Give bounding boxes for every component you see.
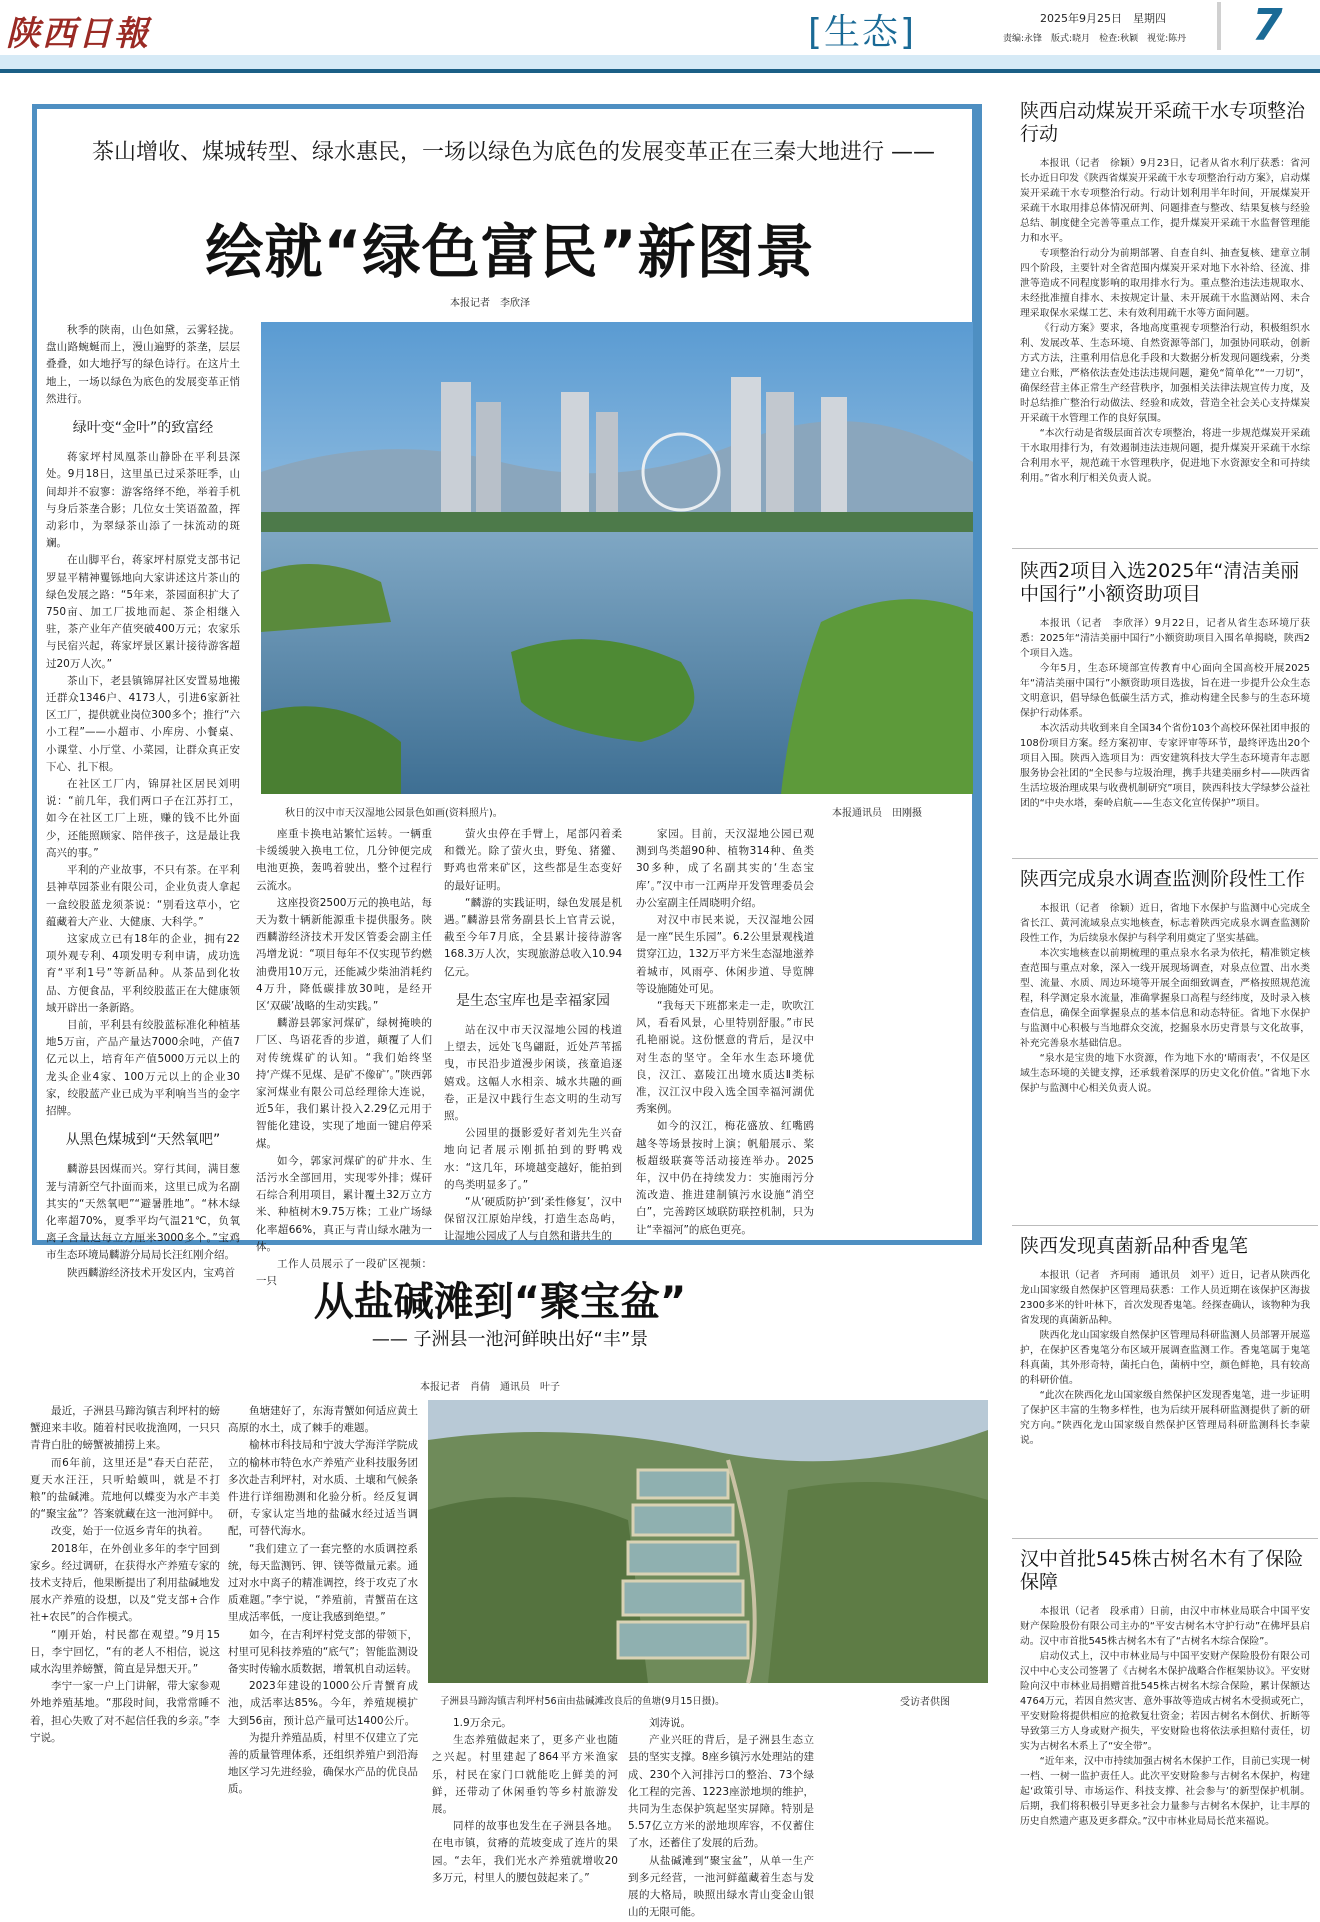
paragraph: “从‘硬质防护’到‘柔性修复’，汉中保留汉江原始岸线，打造生态岛屿，让湿地公园成了人与自然和谐共生的	[444, 1196, 622, 1243]
lead-column-3	[444, 826, 622, 1243]
brief-divider	[1012, 1538, 1318, 1539]
header-rule	[0, 69, 1320, 73]
paragraph: 产业兴旺的背后，是子洲县生态立县的坚实支撑。8座乡镇污水处理站的建成、230个入河排污口的整治、73个绿化工程的完善、1223座淤地坝的维护，共同为生态保护筑起坚实屏障。特别是5.57亿立方米的淤地坝库容，不仅蓄住了水，还蓄住了发展的后劲。	[628, 1734, 814, 1850]
paragraph: 本次实地核查以前期梳理的重点泉水名录为依托，精准锁定核查范围与重点对象，深入一线开展现场调查，对泉点位置、出水类型、流量、水质、周边环境等开展全面细致调查，严格按照规范流程，科学测定泉水流量，准确掌握泉口高程与经纬度，及时录入核查信息，确保全面掌握泉点的基本信息和动态特征。省地下水保护与监测中心积极与当地群众交流，挖掘泉水历史背景与文化故事，补充完善泉水基础信息。	[1020, 948, 1310, 1049]
brief-body	[1020, 1268, 1310, 1528]
paragraph: 本报讯（记者 段承甫）日前，由汉中市林业局联合中国平安财产保险股份有限公司主办的“平安古树名木守护行动”在佛坪县启动。汉中市首批545株古树名木有了“古树名木综合保险”。	[1020, 1606, 1310, 1647]
paragraph: “刚开始，村民都在观望。”9月15日，李宁回忆，“有的老人不相信，说这咸水沟里养螃蟹，简直是异想天开。”	[30, 1628, 220, 1676]
lead-kicker: 茶山增收、煤城转型、绿水惠民，一场以绿色为底色的发展变革正在三秦大地进行 ——	[92, 140, 935, 165]
brief-title: 陕西发现真菌新品种香鬼笔	[1020, 1235, 1249, 1257]
brief-body	[1020, 1604, 1310, 1922]
paragraph: 为提升养殖品质，村里不仅建立了完善的质量管理体系，还组织养殖户到沿海地区学习先进经验，确保水产品的优良品质。	[228, 1731, 418, 1796]
lead-photo-caption: 秋日的汉中市天汉湿地公园景色如画(资料照片)。	[285, 808, 503, 819]
paragraph: 陕西化龙山国家级自然保护区管理局科研监测人员部署开展巡护，在保护区香鬼笔分布区域开展调查监测工作。香鬼笔属于鬼笔科真菌，其外形奇特，菌托白色，菌柄中空，颜色鲜艳，具有较高的科研价值。	[1020, 1330, 1310, 1386]
paragraph: 刘涛说。	[649, 1717, 691, 1729]
brief-title: 陕西2项目入选2025年“清洁美丽中国行”小额资助项目	[1020, 560, 1300, 605]
paragraph: 最近，子洲县马蹄沟镇吉利坪村的螃蟹迎来丰收。随着村民收拢渔网，一只只青背白肚的螃蟹被捕捞上来。	[30, 1405, 220, 1452]
paragraph: 如今，郭家河煤矿的矿井水、生活污水全部回用，实现零外排；煤矸石综合利用项目，累计覆土32万立方米、种植树木9.75万株；工业广场绿化率超66%，真正与青山绿水融为一体。	[256, 1154, 432, 1253]
paragraph: 榆林市科技局和宁波大学海洋学院成立的榆林市特色水产养殖产业科技服务团多次赴吉利坪村，对水质、土壤和气候条件进行详细勘测和化验分析。经反复调研，专家认定当地的盐碱水经过适当调配，可替代海水。	[228, 1439, 418, 1538]
paragraph: 目前，平利县有绞股蓝标准化种植基地5万亩，产品产量达7000余吨，产值7亿元以上，培育年产值5000万元以上的龙头企业4家、100万元以上的企业30家，绞股蓝产业已成为平利响当当的金字招牌。	[46, 1018, 240, 1117]
second-column-2	[228, 1403, 418, 1917]
paragraph: 《行动方案》要求，各地高度重视专项整治行动，积极组织水利、发展改革、生态环境、自然资源等部门，加强协同联动，创新方式方法，注重利用信息化手段和大数据分析发现问题线索，分类建立台账，严格依法查处违法违规问题，避免“简单化”“一刀切”，确保经营主体正常生产经营秩序，加强相关法律法规宣传力度，及时总结推广整治行动做法、经验和成效，营造全社会关心支持煤炭开采疏干水管理工作的良好氛围。	[1020, 323, 1310, 424]
paragraph: “麟游的实践证明，绿色发展是机遇。”麟游县常务副县长上官青云说，截至今年7月底，全县累计接待游客168.3万人次，实现旅游总收入10.94亿元。	[444, 896, 622, 978]
lead-column-4	[636, 826, 814, 1238]
paragraph: 如今，在吉利坪村党支部的带领下，村里可见科技养殖的“底气”；智能监测设备实时传输水质数据，增氧机自动运转。	[228, 1628, 418, 1676]
second-column-1	[30, 1403, 220, 1917]
brief-spring-survey	[1020, 868, 1310, 1223]
paragraph: 秋季的陕南，山色如黛，云雾轻拢。盘山路蜿蜒而上，漫山遍野的茶垄，层层叠叠，如大地抒写的绿色诗行。在这片土地上，一场以绿色为底色的发展变革正悄然进行。	[46, 324, 240, 405]
header-divider	[1217, 2, 1221, 50]
paragraph: 今年5月，生态环境部宣传教育中心面向全国高校开展2025年“清洁美丽中国行”小额资助项目选拔，旨在进一步提升公众生态文明意识，倡导绿色低碳生活方式，推动构建全民参与的生态环境保护行动体系。	[1020, 663, 1310, 719]
paragraph: 座重卡换电站繁忙运转。一辆重卡缓缓驶入换电工位，几分钟便完成电池更换，轰鸣着驶出，整个过程行云流水。	[256, 828, 432, 892]
paragraph: 这家成立已有18年的企业，拥有22项外观专利、4项发明专利申请，成功选育“平利1号”等新品种。从茶品到化妆品、方便食品，平利绞股蓝正在大健康领域开辟出一条新路。	[46, 932, 240, 1014]
lead-column-2	[256, 826, 432, 1288]
paragraph: 同样的故事也发生在子洲县各地。在电市镇，贫瘠的荒坡变成了连片的果园。“去年，我们光水产养殖就增收20多万元，村里人的腰包鼓起来了。”	[432, 1820, 618, 1884]
second-photo-credit: 受访者供图	[900, 1697, 950, 1708]
paragraph: 茶山下，老县镇锦屏社区安置易地搬迁群众1346户、4173人，引进6家新社区工厂，提供就业岗位300多个；推行“六小工程”——小超市、小库房、小餐桌、小课堂、小厅堂、小菜园，让群众真正安下心、扎下根。	[46, 674, 240, 773]
brief-title: 汉中首批545株古树名木有了保险保障	[1020, 1548, 1304, 1593]
paragraph: 平利的产业故事，不只有茶。在平利县神草园茶业有限公司，企业负责人拿起一盒绞股蓝龙须茶说：“别看这草小，它蕴藏着大产业、大健康、大科学。”	[46, 864, 240, 928]
lead-photo-credit: 本报通讯员 田刚摄	[832, 808, 922, 819]
lead-byline: 本报记者 李欣泽	[450, 298, 530, 309]
issue-date: 2025年9月25日 星期四	[1040, 12, 1166, 25]
paragraph: 陕西麟游经济技术开发区内，宝鸡首	[67, 1266, 235, 1279]
paragraph: 本报讯（记者 徐颖）近日，省地下水保护与监测中心完成全省长江、黄河流域泉点实地核查，标志着陕西完成泉水调查监测阶段性工作，为后续泉水保护与科学利用奠定了坚实基础。	[1020, 903, 1310, 944]
paragraph: 本次活动共收到来自全国34个省份103个高校环保社团申报的108份项目方案。经方案初审、专家评审等环节，最终评选出20个项目入围。陕西入选项目为：西安建筑科技大学生态环境青年志愿服务协会社团的“全民参与垃圾治理，携手共建美丽乡村——陕西省生活垃圾治理成果与收费机制研究”项目，陕西科技大学绿梦公益社团的“中央水塔，秦岭启航——生态文化宣传保护”项目。	[1020, 723, 1310, 809]
second-subtitle: —— 子洲县一池河鲜映出好“丰”景	[371, 1329, 649, 1350]
brief-fungus	[1020, 1235, 1310, 1535]
subheading: 是生态宝库也是幸福家园	[456, 992, 610, 1009]
paragraph: 本报讯（记者 李欣泽）9月22日，记者从省生态环境厅获悉：2025年“清洁美丽中国行”小额资助项目入围名单揭晓，陕西2个项目入选。	[1020, 618, 1310, 659]
paragraph: 而6年前，这里还是“春天白茫茫，夏天水汪汪，只听蛤蟆叫，就是不打粮”的盐碱滩。荒地何以蝶变为水产丰美的“聚宝盆”？答案就藏在这一池河鲜中。	[30, 1456, 220, 1521]
subheading: 绿叶变“金叶”的致富经	[72, 420, 214, 437]
paragraph: 站在汉中市天汉湿地公园的栈道上望去，远处飞鸟翩跹，近处芦苇摇曳，市民沿步道漫步闲谈，孩童追逐嬉戏。这幅人水相亲、城水共融的画卷，正是汉中践行生态文明的生动写照。	[444, 1024, 622, 1123]
brief-title: 陕西启动煤炭开采疏干水专项整治行动	[1020, 100, 1306, 145]
second-byline: 本报记者 肖倩 通讯员 叶子	[420, 1382, 560, 1393]
section-title: [生态]	[808, 12, 917, 53]
paragraph: 1.9万余元。	[453, 1717, 512, 1729]
second-photo	[428, 1400, 988, 1683]
paragraph: 从盐碱滩到“聚宝盆”，从单一生产到多元经营，一池河鲜蕴藏着生态与发展的大格局，映照出绿水青山变金山银山的无限可能。	[628, 1854, 814, 1919]
second-photo-caption: 子洲县马蹄沟镇吉利坪村56亩由盐碱滩改良后的鱼塘(9月15日摄)。	[440, 1696, 725, 1707]
paragraph: 李宁一家一户上门讲解，带大家参观外地养殖基地。“那段时间，我常常睡不着，担心失败了对不起信任我的乡亲。”李宁说。	[30, 1680, 220, 1744]
paragraph: 如今的汉江，梅花盛放、红嘴鸥越冬等场景按时上演；帆船展示、桨板超级联赛等活动接连举办。2025年，汉中仍在持续发力：实施雨污分流改造、推进建制镇污水设施“消空白”，完善跨区域联防联控机制，只为让“幸福河”的底色更亮。	[636, 1120, 814, 1236]
page-number: 7	[1252, 0, 1283, 51]
brief-ancient-trees	[1020, 1548, 1310, 1917]
brief-body	[1020, 901, 1310, 1196]
brief-coal-water	[1020, 100, 1310, 540]
paragraph: 启动仪式上，汉中市林业局与中国平安财产保险股份有限公司汉中中心支公司签署了《古树名木保护战略合作框架协议》。平安财险向汉中市林业局捐赠首批545株古树名木综合保险，累计保额达4764万元，若因自然灾害、意外事故等造成古树名木受损或死亡，平安财险将提供相应的抢救复壮资金；若因古树名木倒伏、折断等导致第三方人身或财产损失，平安财险也将依法承担赔付责任，切实为古树名木系上了“安全带”。	[1020, 1651, 1310, 1752]
second-column-3	[432, 1715, 618, 1917]
paragraph: 在山脚平台，蒋家坪村原党支部书记罗显平精神矍铄地向大家讲述这片茶山的绿色发展之路：“5年来，茶园面积扩大了750亩、加工厂拔地而起、茶企相继入驻，茶产业年产值突破400万元；农家乐与民宿兴起，蒋家坪景区累计接待游客超过20万人次。”	[46, 554, 240, 670]
paragraph: 蒋家坪村凤凰茶山静卧在平利县深处。9月18日，这里虽已过采茶旺季，山间却并不寂寥：游客络绎不绝，举着手机与身后茶垄合影；几位女士笑语盈盈，挥动彩巾，为翠绿茶山添了一抹流动的斑斓。	[46, 451, 240, 550]
newspaper-logo: 陕西日報	[6, 14, 150, 54]
paragraph: “泉水是宝贵的地下水资源，作为地下水的‘晴雨表’，不仅是区域生态环境的关键支撑，还承载着深厚的历史文化价值。”省地下水保护与监测中心相关负责人说。	[1020, 1053, 1310, 1094]
brief-divider	[1012, 1225, 1318, 1226]
brief-body	[1020, 156, 1310, 546]
paragraph: 麟游县郭家河煤矿，绿树掩映的厂区、鸟语花香的步道，颠覆了人们对传统煤矿的认知。“我们始终坚持‘产煤不见煤、是矿不像矿’。”陕西郭家河煤业有限公司总经理徐大连说，近5年，我们累计投入2.29亿元用于智能化建设，实现了地面一键启停采煤。	[256, 1017, 432, 1150]
subheading: 从黑色煤城到“天然氧吧”	[65, 1132, 221, 1149]
paragraph: “我们建立了一套完整的水质调控系统，每天监测钙、钾、镁等微量元素。通过对水中离子的精准调控，终于攻克了水质难题。”李宁说，“养殖前，青蟹苗在这里成活率低，一度让我感到绝望。”	[228, 1542, 418, 1624]
fish-pond-image	[428, 1400, 988, 1683]
masthead	[0, 0, 1320, 55]
paragraph: “我每天下班都来走一走，吹吹江风，看看风景，心里特别舒服。”市民孔艳丽说。这份惬意的背后，是汉中对生态的坚守。全年水生态环境优良，汉江、嘉陵江出境水质达Ⅱ类标准，汉江汉中段入选全国幸福河湖优秀案例。	[636, 1000, 814, 1116]
second-headline: 从盐碱滩到“聚宝盆”	[313, 1279, 687, 1325]
paragraph: 家园。目前，天汉湿地公园已观测到鸟类超90种、植物314种、鱼类30多种，成了名副其实的‘生态宝库’。”汉中市一江两岸开发管理委员会办公室副主任周晓明介绍。	[636, 828, 814, 909]
brief-divider	[1012, 548, 1318, 549]
paragraph: 改变，始于一位返乡青年的执着。	[51, 1525, 209, 1538]
paragraph: 本报讯（记者 齐珂雨 通讯员 刘平）近日，记者从陕西化龙山国家级自然保护区管理局获悉：工作人员近期在该保护区海拔2300多米的针叶林下，首次发现香鬼笔。经探查确认，该物种为我省发现的真菌新品种。	[1020, 1270, 1310, 1326]
paragraph: 萤火虫停在手臂上，尾部闪着柔和微光。除了萤火虫，野兔、猪獾、野鸡也常来矿区，这些都是生态变好的最好证明。	[444, 828, 622, 892]
paragraph: 在社区工厂内，锦屏社区居民刘明说：“前几年，我们两口子在江苏打工，如今在社区工厂上班，赚的钱不比外面少，还能照顾家、陪伴孩子，这是最让我高兴的事。”	[46, 778, 240, 859]
brief-divider	[1012, 858, 1318, 859]
paragraph: 公园里的摄影爱好者刘先生兴奋地向记者展示刚抓拍到的野鸭戏水：“这几年，环境越变越好，能拍到的鸟类明显多了。”	[444, 1127, 622, 1191]
paragraph: 工作人员展示了一段矿区视频：一只	[256, 1258, 432, 1288]
brief-title: 陕西完成泉水调查监测阶段性工作	[1020, 868, 1306, 890]
editorial-staff: 责编:永锋 版式:晓月 检查:秋颖 视觉:陈丹	[1003, 34, 1187, 44]
paragraph: 生态养殖做起来了，更多产业也随之兴起。村里建起了864平方米渔家乐，村民在家门口就能吃上鲜美的河鲜，还带动了休闲垂钓等乡村旅游发展。	[432, 1734, 618, 1816]
paragraph: “本次行动是省级层面首次专项整治，将进一步规范煤炭开采疏干水取用排行为，有效遏制违法违规问题，提升煤炭开采疏干水综合利用水平，规范疏干水管理秩序，促进地下水资源安全和可持续利用。”省水利厅相关负责人说。	[1020, 428, 1310, 484]
brief-clean-china	[1020, 560, 1310, 850]
wetland-park-image	[261, 322, 973, 794]
paragraph: 2018年，在外创业多年的李宁回到家乡。经过调研，在获得水产养殖专家的技术支持后，他果断提出了利用盐碱地发展水产养殖的设想，以及“党支部+合作社+农民”的合作模式。	[30, 1542, 220, 1624]
paragraph: 对汉中市民来说，天汉湿地公园是一座“民生乐园”。6.2公里景观栈道贯穿江边，132万平方米生态湿地滋养着城市，风雨亭、休闲步道、导览牌等设施随处可见。	[636, 914, 814, 995]
paragraph: 鱼塘建好了，东海青蟹如何适应黄土高原的水土，成了棘手的难题。	[228, 1405, 418, 1435]
lead-headline: 绘就“绿色富民”新图景	[205, 218, 815, 286]
paragraph: 本报讯（记者 徐颖）9月23日，记者从省水利厅获悉：省河长办近日印发《陕西省煤炭开采疏干水专项整治行动方案》，启动煤炭开采疏干水专项整治行动。行动计划利用半年时间，开展煤炭开采疏干水取用排总体情况研判、问题排查与整改、结果复核与经验总结、制度健全完善等重点工作，提升煤炭开采疏干水监督管理能力和水平。	[1020, 158, 1310, 244]
paragraph: 专项整治行动分为前期部署、自查自纠、抽查复核、建章立制四个阶段，主要针对全省范围内煤炭开采对地下水补给、径流、排泄等造成不同程度影响的取用排水行为。重点整治违法违规取水、未经批准擅自排水、未按规定计量、未开展疏干水监测站网、未合理采取保水采煤工艺、未有效利用疏干水等方面问题。	[1020, 248, 1310, 319]
lead-column-1	[46, 322, 240, 1279]
paragraph: “近年来，汉中市持续加强古树名木保护工作，目前已实现一树一档、一树一监护责任人。此次平安财险参与古树名木保护，构建起‘政策引导、市场运作、科技支撑、社会参与’的新型保护机制。后期，我们将积极引导更多社会力量参与古树名木保护，让丰厚的历史自然遗产惠及更多群众。”汉中市林业局局长范来福说。	[1020, 1756, 1310, 1827]
paragraph: “此次在陕西化龙山国家级自然保护区发现香鬼笔，进一步证明了保护区丰富的生物多样性，也为后续开展科研监测提供了新的研究方向。”陕西化龙山国家级自然保护区管理局科研监测科长李蒙说。	[1020, 1390, 1310, 1446]
paragraph: 麟游县因煤而兴。穿行其间，满目葱茏与清新空气扑面而来，这里已成为名副其实的“天然氧吧”“避暑胜地”。“林木绿化率超70%，夏季平均气温21℃，负氧离子含量达每立方厘米3000多个。”宝鸡市生态环境局麟游分局局长汪红刚介绍。	[46, 1163, 240, 1262]
header-band	[0, 55, 1320, 69]
second-column-4	[628, 1715, 814, 1917]
lead-photo	[261, 322, 973, 794]
paragraph: 2023年建设的1000公斤青蟹育成池，成活率达85%。今年，养殖规模扩大到56亩，预计总产量可达1400公斤。	[228, 1680, 418, 1727]
paragraph: 这座投资2500万元的换电站，每天为数十辆新能源重卡提供服务。陕西麟游经济技术开发区管委会副主任冯增龙说：“项目每年不仅实现节约燃油费用10万元，还能减少柴油消耗约4万升，降低碳排放30吨，是经开区‘双碳’战略的生动实践。”	[256, 896, 432, 1013]
brief-body	[1020, 616, 1310, 846]
